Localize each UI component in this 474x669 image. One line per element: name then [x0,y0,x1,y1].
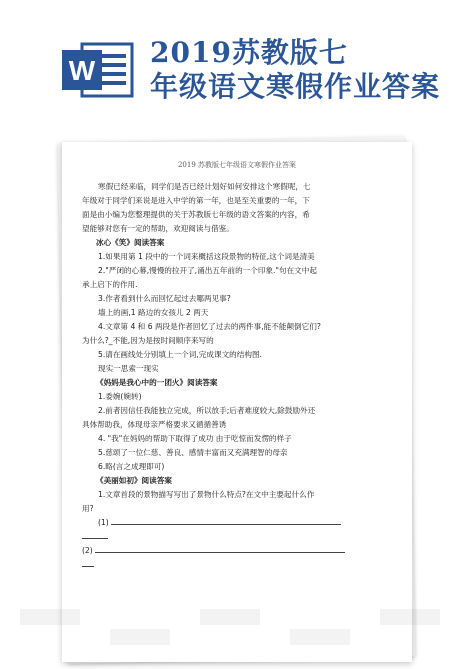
word-document-icon [58,38,138,102]
section-heading: 《妈妈是我心中的一团火》阅读答案 [96,378,218,387]
doc-line: 具体帮助我，体现母亲严格要求又循循善诱 [82,420,227,429]
document-header: 2019 苏教版七年级语文寒假作业答案 [177,161,297,169]
doc-line: 2.前者因信任我能独立完成，所以放手;后者难度较大,除鼓励外还 [98,406,316,415]
title-line-2: 年级语文寒假作业答案 [150,70,441,103]
document-page [62,142,412,662]
answer-line [82,544,392,558]
doc-line: 5.请在画线处分别填上一个词,完成课文的结构图. [98,350,262,359]
title-line-1: 2019苏教版七 [150,36,348,69]
doc-line: 墙上的画,1 路边的女孩儿 2 两天 [98,308,209,317]
page-title [150,36,470,104]
doc-line: 6.略(言之成理即可) [98,462,165,471]
blank-line [95,544,345,553]
banner [0,0,474,140]
word-logo-letter: W [68,55,96,86]
doc-line: 年级对于同学们来说是进入中学的第一年，也是至关重要的一年，下 [82,196,310,205]
doc-line: 5.慈颂了一位仁慈、善良、感情丰富而又充满理智的母亲 [98,448,288,457]
doc-line: 4.文章第 4 和 6 两段是作者回忆了过去的两件事,能不能颠倒它们? [98,322,321,331]
doc-line: 3.作者看到什么而回忆起过去哪两见事? [98,294,231,303]
answer-number: (1) [98,518,109,527]
blank-line [82,530,108,539]
doc-line: 1.文章首段的景物描写写出了景物什么特点?在文中主要起什么作 [98,490,315,499]
doc-line: 4. "我"在妈妈的帮助下取得了成功 由于吃惊而发愣的样子 [98,434,292,443]
section-heading: 《美丽如初》阅读答案 [96,476,172,485]
doc-line: 寒假已经来临，同学们是否已经计划好如何安排这个寒假呢，七 [98,182,311,191]
doc-line: 用? [82,504,94,513]
doc-line: 面是由小编为您整理提供的关于苏教版七年级的语文答案的内容，希 [82,210,310,219]
blank-line [111,516,341,525]
doc-line: 1.委婉(婉转) [98,392,142,401]
answer-line [82,558,392,572]
doc-line: 1.如果用第 1 段中的一个词来概括这段景物的特征,这个词是清美 [98,252,315,261]
doc-line: 2."严闭的心幕,慢慢的拉开了,涌出五年前的一个印象."句在文中起 [98,266,317,275]
doc-line: 望能够对您有一定的帮助，欢迎阅读与借鉴。 [82,224,234,233]
doc-line: 为什么?_不能,因为是按时间顺序来写的 [82,336,214,345]
doc-line: 现实一思索一现实 [98,364,159,373]
answer-line [82,530,392,544]
answer-line [82,516,392,530]
answer-number: (2) [82,546,93,555]
section-heading: 冰心《笑》阅读答案 [96,238,165,247]
doc-line: 承上启下的作用. [82,280,138,289]
blank-line [82,558,94,567]
